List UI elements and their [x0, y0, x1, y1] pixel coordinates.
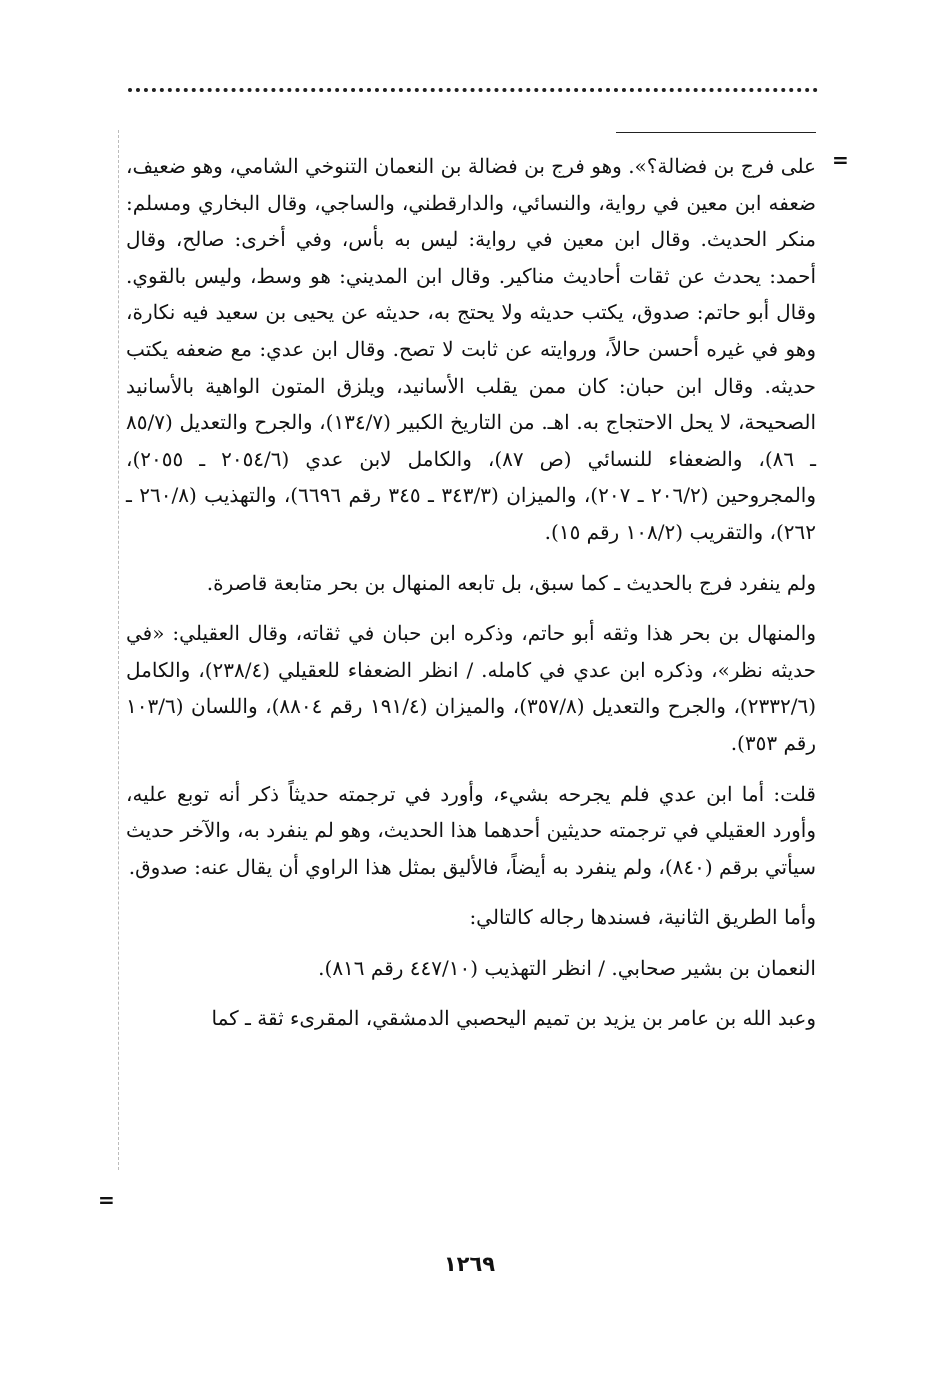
footnote-text	[126, 148, 816, 1051]
continuation-mark-top: =	[832, 148, 849, 172]
page-number: ١٢٦٩	[443, 1252, 496, 1276]
paragraph-numan: النعمان بن بشير صحابي. / انظر التهذيب (٤٤٧/١٠ رقم ٨١٦).	[318, 955, 816, 980]
paragraph-abdullah: وعبد الله بن عامر بن يزيد بن تميم اليحصبي الدمشقي، المقرىء ثقة ـ كما	[211, 1006, 816, 1031]
paragraph-second-route: وأما الطريق الثانية، فسندها رجاله كالتالي:	[469, 905, 816, 930]
footnote-rule	[616, 132, 816, 133]
paragraph-mutaba: ولم ينفرد فرج بالحديث ـ كما سبق، بل تابعه المنهال بن بحر متابعة قاصرة.	[206, 570, 816, 595]
paragraph-narrator-faraj: على فرج بن فضالة؟». وهو فرج بن فضالة بن النعمان التنوخي الشامي، وهو ضعيف، ضعفه ابن معين في رواية، والنسائي، والدارقطني، والساجي، وقال البخاري ومسلم: منكر الحديث. وقال ابن معين في رواية: ليس به بأس، وفي أخرى: صالح، وقال أحمد: يحدث عن ثقات أحاديث مناكير. وقال ابن المديني: هو وسط، وليس بالقوي. وقال أبو حاتم: صدوق، يكتب حديثه ولا يحتج به، حديثه عن يحيى بن سعيد فيه نكارة، وهو في غيره أحسن حالاً، وروايته عن ثابت لا تصح. وقال ابن عدي: مع ضعفه يكتب حديثه. وقال ابن حبان: كان ممن يقلب الأسانيد، ويلزق المتون الواهية بالأسانيد الصحيحة، لا يحل الاحتجاج به. اهـ. من التاريخ الكبير (١٣٤/٧)، والجرح والتعديل (٨٥/٧ ـ ٨٦)، والضعفاء للنسائي (ص ٨٧)، والكامل لابن عدي (٢٠٥٤/٦ ـ ٢٠٥٥)، والمجروحين (٢٠٦/٢ ـ ٢٠٧)، والميزان (٣٤٣/٣ ـ ٣٤٥ رقم ٦٦٩٦)، والتهذيب (٢٦٠/٨ ـ ٢٦٢)، والتقريب (١٠٨/٢ رقم ١٥).	[126, 154, 817, 544]
dotted-separator	[128, 88, 818, 92]
paragraph-minhal: والمنهال بن بحر هذا وثقه أبو حاتم، وذكره ابن حبان في ثقاته، وقال العقيلي: «في حديثه نظر»، وذكره ابن عدي في كامله. / انظر الضعفاء للعقيلي (٢٣٨/٤)، والكامل (٢٣٣٢/٦)، والجرح والتعديل (٣٥٧/٨)، والميزان (١٩١/٤ رقم ٨٨٠٤)، واللسان (١٠٣/٦ رقم ٣٥٣).	[126, 621, 817, 755]
continuation-mark-bottom: =	[98, 1188, 115, 1212]
paragraph-opinion: قلت: أما ابن عدي فلم يجرحه بشيء، وأورد في ترجمته حديثاً ذكر أنه توبع عليه، وأورد العقيلي في ترجمته حديثين أحدهما هذا الحديث، وهو لم ينفرد به، والآخر حديث سيأتي برقم (٨٤٠)، ولم ينفرد به أيضاً، فالأليق بمثل هذا الراوي أن يقال عنه: صدوق.	[126, 781, 816, 879]
margin-guide	[118, 130, 119, 1170]
